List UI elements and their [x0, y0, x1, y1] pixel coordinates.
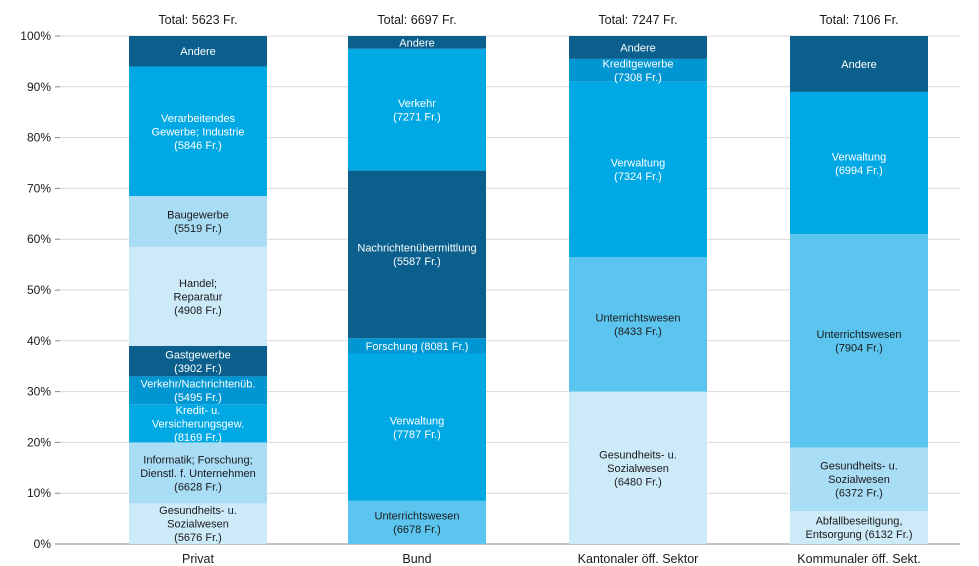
- segment-label: (6372 Fr.): [835, 487, 883, 500]
- total-label: Total: 7247 Fr.: [598, 13, 678, 27]
- segment-label: Entsorgung (6132 Fr.): [805, 529, 913, 542]
- category-label: Kantonaler öff. Sektor: [577, 552, 699, 566]
- segment-label: (6678 Fr.): [393, 524, 441, 537]
- y-tick-label: 0%: [33, 537, 51, 551]
- bar-stack: [569, 36, 707, 544]
- segment-label: (7787 Fr.): [393, 428, 441, 441]
- segment-label: Unterrichtswesen: [595, 312, 681, 325]
- segment-label: (8433 Fr.): [614, 326, 662, 339]
- segment-label: Nachrichtenübermittlung: [357, 242, 477, 255]
- segment-label: (5495 Fr.): [174, 392, 222, 405]
- segment-label: Abfallbeseitigung,: [815, 515, 903, 528]
- y-tick-label: 90%: [26, 79, 51, 94]
- segment-label: Reparatur: [173, 291, 223, 304]
- segment-label: Gastgewerbe: [165, 349, 231, 362]
- bar-stack: [129, 36, 267, 544]
- segment-label: (7271 Fr.): [393, 111, 441, 124]
- segment-label: Sozialwesen: [167, 518, 229, 531]
- segment-label: Verkehr: [398, 97, 436, 110]
- segment-label: (4908 Fr.): [174, 304, 222, 317]
- total-label: Total: 6697 Fr.: [377, 13, 457, 27]
- segment-label: Sozialwesen: [828, 474, 890, 487]
- category-label: Bund: [402, 552, 432, 566]
- y-tick-label: 40%: [26, 333, 51, 348]
- total-label: Total: 5623 Fr.: [158, 13, 238, 27]
- segment-label: Verkehr/Nachrichtenüb.: [140, 378, 256, 391]
- segment-label: (5846 Fr.): [174, 139, 222, 152]
- segment-label: Unterrichtswesen: [374, 510, 460, 523]
- segment-label: (8169 Fr.): [174, 431, 222, 444]
- segment-label: Handel;: [179, 277, 217, 290]
- segment-label: (5519 Fr.): [174, 223, 222, 236]
- segment-label: Versicherungsgew.: [151, 418, 245, 431]
- segment-label: Verwaltung: [610, 157, 666, 170]
- bar-stack: [790, 36, 928, 544]
- segment-label: Gesundheits- u.: [599, 449, 677, 462]
- segment-label: Forschung (8081 Fr.): [365, 340, 469, 353]
- segment-label: Baugewerbe: [167, 209, 229, 222]
- segment-label: (6994 Fr.): [835, 164, 883, 177]
- total-label: Total: 7106 Fr.: [819, 13, 899, 27]
- segment-label: Andere: [620, 42, 656, 55]
- segment-label: Dienstl. f. Unternehmen: [140, 467, 256, 480]
- y-tick-label: 10%: [26, 486, 51, 501]
- segment-label: Gesundheits- u.: [159, 505, 237, 518]
- x-axis-labels: [182, 552, 921, 566]
- segment-label: Verarbeitendes: [161, 112, 235, 125]
- segment-label: (7308 Fr.): [614, 72, 662, 85]
- segment-label: Gewerbe; Industrie: [151, 126, 245, 139]
- y-axis: [20, 29, 60, 551]
- segment-label: (6480 Fr.): [614, 476, 662, 489]
- segment-label: (5587 Fr.): [393, 256, 441, 269]
- y-tick-label: 50%: [26, 283, 51, 297]
- y-tick-label: 100%: [20, 29, 51, 43]
- segment-label: (5676 Fr.): [174, 532, 222, 545]
- segment-label: Verwaltung: [389, 415, 445, 428]
- y-tick-label: 20%: [26, 435, 51, 450]
- segment-label: (6628 Fr.): [174, 481, 222, 494]
- segment-label: Informatik; Forschung;: [143, 454, 253, 467]
- segment-label: Kreditgewerbe: [602, 58, 674, 71]
- y-tick-label: 60%: [26, 232, 51, 247]
- segment-label: (7904 Fr.): [835, 342, 883, 355]
- segment-label: Gesundheits- u.: [820, 460, 898, 473]
- total-labels: [158, 13, 898, 27]
- bar-stack: [348, 36, 486, 544]
- y-tick-label: 80%: [26, 130, 51, 145]
- category-label: Kommunaler öff. Sekt.: [797, 552, 921, 566]
- segment-label: (3902 Fr.): [174, 362, 222, 375]
- segment-label: Sozialwesen: [607, 462, 669, 475]
- segment-label: Andere: [180, 46, 216, 59]
- y-tick-label: 30%: [26, 384, 51, 399]
- segment-label: (7324 Fr.): [614, 171, 662, 184]
- segment-label: Unterrichtswesen: [816, 329, 902, 342]
- segment-label: Verwaltung: [831, 151, 887, 164]
- segment-label: Andere: [399, 37, 435, 50]
- y-tick-label: 70%: [26, 181, 51, 196]
- segment-label: Andere: [841, 58, 877, 71]
- category-label: Privat: [182, 552, 214, 566]
- segment-label: Kredit- u.: [175, 404, 221, 417]
